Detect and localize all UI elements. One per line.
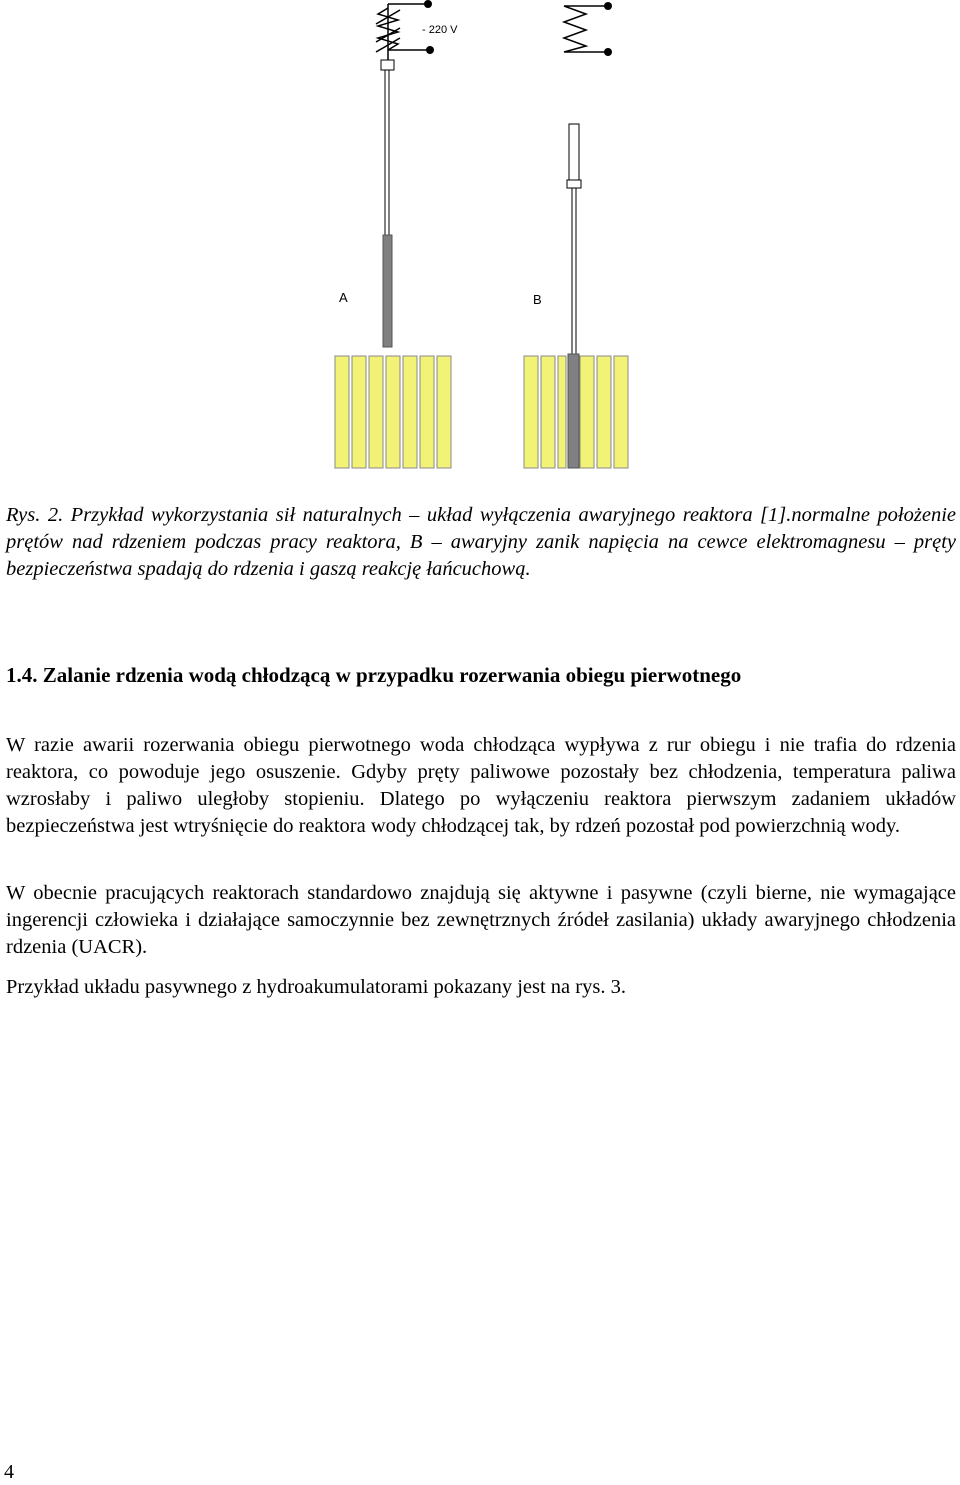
fuel-rod	[524, 356, 538, 468]
control-rod-a	[383, 235, 392, 347]
terminal-b-top	[604, 2, 612, 10]
voltage-label: - 220 V	[422, 24, 458, 36]
body-paragraph: W razie awarii rozerwania obiegu pierwotnego woda chłodząca wypływa z rur obiegu i nie trafia do rdzenia reaktora, co powoduje jego osuszenie. Gdyby pręty paliwowe pozostały bez chłodzenia, temperatura paliwa wzrosłaby i paliwo uległoby stopieniu. Dlatego po wyłączeniu reaktora pierwszym zadaniem układów bezpieczeństwa jest wtryśnięcie do reaktora wody chłodzącej tak, by rdzeń pozostał pod powierzchnią wody.	[6, 734, 956, 837]
fuel-rod	[580, 356, 594, 468]
fuel-rod	[597, 356, 611, 468]
fuel-rod	[386, 356, 400, 468]
fuel-rod	[437, 356, 451, 468]
control-rod-b	[568, 354, 579, 468]
fuel-rod	[335, 356, 349, 468]
terminal-a-top	[424, 0, 432, 8]
label-a: A	[339, 290, 348, 305]
fuel-rod	[558, 356, 566, 468]
section-heading: 1.4. Zalanie rdzenia wodą chłodzącą w przypadku rozerwania obiegu pierwotnego	[6, 663, 742, 687]
body-paragraph: Przykład układu pasywnego z hydroakumulatorami pokazany jest na rys. 3.	[6, 976, 626, 998]
fuel-rod	[369, 356, 383, 468]
reactor-scram-diagram	[0, 0, 960, 480]
assembly-b	[524, 2, 628, 468]
fuel-rod	[614, 356, 628, 468]
drive-rod-a	[385, 70, 389, 235]
terminal-a-bottom	[426, 46, 434, 54]
terminal-b-bottom	[604, 48, 612, 56]
fuel-rod	[420, 356, 434, 468]
assembly-a	[335, 0, 458, 468]
guide-tube-b	[569, 124, 579, 180]
fuel-rod	[403, 356, 417, 468]
fuel-rod	[541, 356, 555, 468]
body-paragraph: W obecnie pracujących reaktorach standardowo znajdują się aktywne i pasywne (czyli bierne, nie wymagające ingerencji człowieka i działające samoczynnie bez zewnętrznych źródeł zasilania) układy awaryjnego chłodzenia rdzenia (UACR).	[6, 882, 956, 958]
electromagnet-coil-b	[564, 6, 608, 52]
drive-rod-b	[572, 188, 576, 354]
rod-holder-b	[567, 180, 581, 188]
rod-holder-a	[381, 60, 394, 70]
figure-caption: Rys. 2. Przykład wykorzystania sił naturalnych – układ wyłączenia awaryjnego reaktora [1].normalne położenie prętów nad rdzeniem podczas pracy reaktora, B – awaryjny zanik napięcia na cewce elektromagnesu – pręty bezpieczeństwa spadają do rdzenia i gaszą reakcję łańcuchową.	[6, 504, 956, 580]
fuel-rod	[352, 356, 366, 468]
label-b: B	[533, 292, 542, 307]
page-number: 4	[4, 1461, 14, 1483]
fuel-assembly-a	[335, 356, 451, 468]
